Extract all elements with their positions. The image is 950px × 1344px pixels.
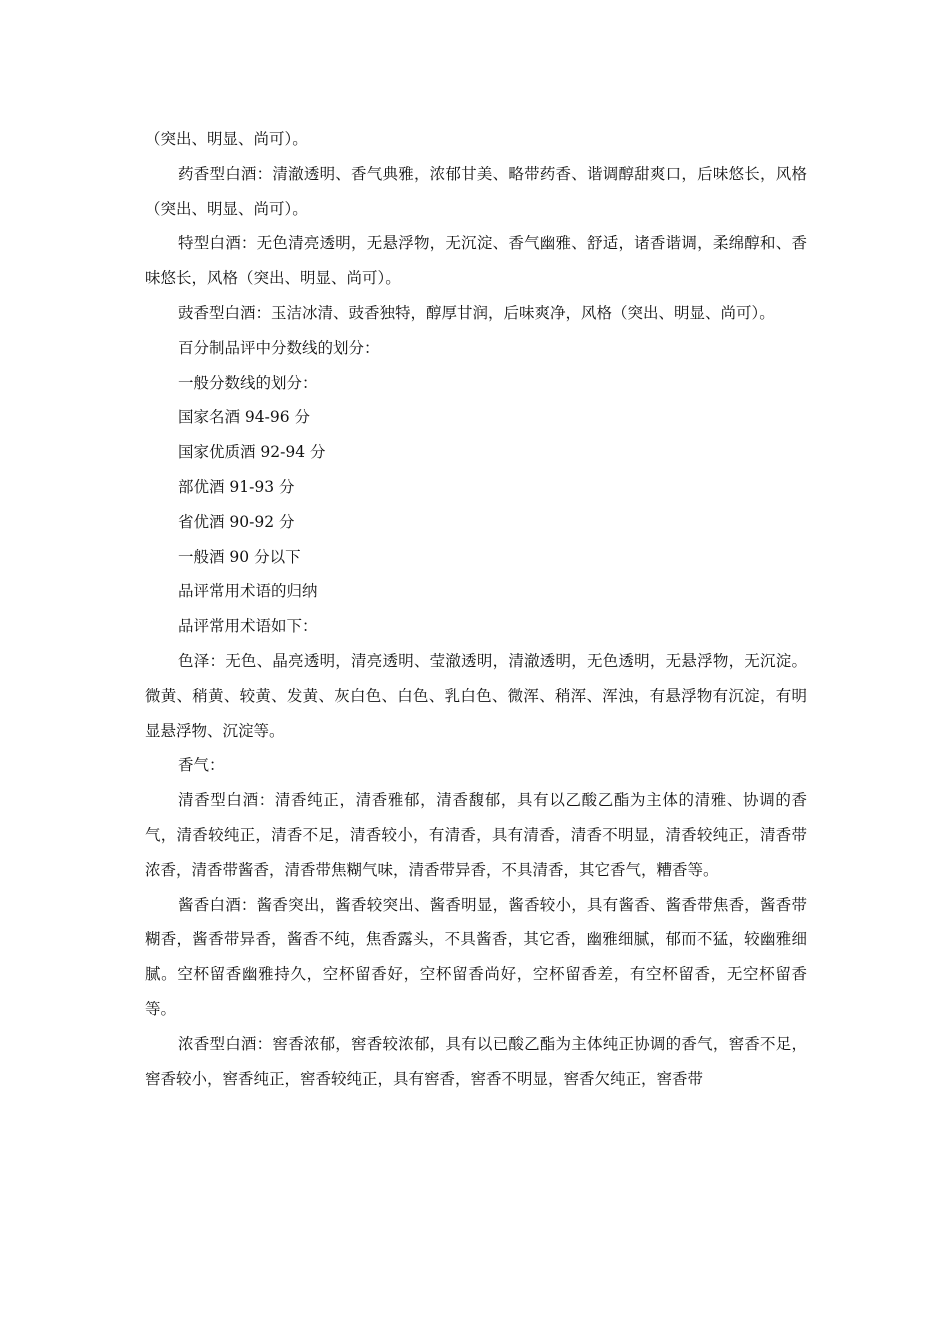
- score-item-provincial: 省优酒 90-92 分: [178, 512, 295, 531]
- paragraph-score-subheading: 一般分数线的划分：: [178, 373, 318, 392]
- paragraph-chi-aroma: 豉香型白酒：玉洁冰清、豉香独特，醇厚甘润，后味爽净，风格（突出、明显、尚可）。: [178, 303, 775, 322]
- score-item-national-quality: 国家优质酒 92-94 分: [178, 443, 326, 462]
- paragraph-medicinal-aroma: 药香型白酒：清澈透明、香气典雅，浓郁甘美、略带药香、谐调醇甜爽口，后味悠长，风格（突出、明显、尚可）。: [145, 164, 807, 218]
- score-item-general: 一般酒 90 分以下: [178, 547, 301, 566]
- score-item-national-famous: 国家名酒 94-96 分: [178, 408, 311, 427]
- score-item-ministry: 部优酒 91-93 分: [178, 477, 295, 496]
- paragraph-color-terms: 色泽：无色、晶亮透明，清亮透明、莹澈透明，清澈透明，无色透明，无悬浮物，无沉淀。微黄、稍黄、较黄、发黄、灰白色、白色、乳白色、微浑、稍浑、浑浊，有悬浮物有沉淀，有明显悬浮物、沉淀等。: [145, 651, 807, 740]
- paragraph-light-aroma: 清香型白酒：清香纯正，清香雅郁，清香馥郁，具有以乙酸乙酯为主体的清雅、协调的香气，清香较纯正，清香不足，清香较小，有清香，具有清香，清香不明显，清香较纯正，清香带浓香，清香带酱香，清香带焦糊气味，清香带异香，不具清香，其它香气，糟香等。: [145, 791, 807, 879]
- paragraph-terms-heading: 品评常用术语的归纳: [178, 582, 318, 601]
- paragraph-score-heading: 百分制品评中分数线的划分：: [178, 338, 380, 357]
- paragraph-terms-intro: 品评常用术语如下：: [178, 617, 318, 636]
- paragraph-special-type: 特型白酒：无色清亮透明，无悬浮物，无沉淀、香气幽雅、舒适，诸香谐调，柔绵醇和、香味悠长，风格（突出、明显、尚可）。: [145, 234, 807, 288]
- paragraph-style-note: （突出、明显、尚可）。: [145, 130, 308, 148]
- paragraph-sauce-aroma: 酱香白酒：酱香突出，酱香较突出、酱香明显，酱香较小，具有酱香、酱香带焦香，酱香带糊香，酱香带异香，酱香不纯，焦香露头，不具酱香，其它香，幽雅细腻，郁而不猛，较幽雅细腻。空杯留香幽雅持久，空杯留香好，空杯留香尚好，空杯留香差，有空杯留香，无空杯留香等。: [145, 895, 807, 1018]
- document-body: [145, 122, 807, 1096]
- paragraph-strong-aroma: 浓香型白酒：窖香浓郁，窖香较浓郁，具有以已酸乙酯为主体纯正协调的香气，窖香不足，窖香较小，窖香纯正，窖香较纯正，具有窖香，窖香不明显，窖香欠纯正，窖香带: [145, 1034, 807, 1088]
- paragraph-aroma-heading: 香气：: [178, 756, 225, 775]
